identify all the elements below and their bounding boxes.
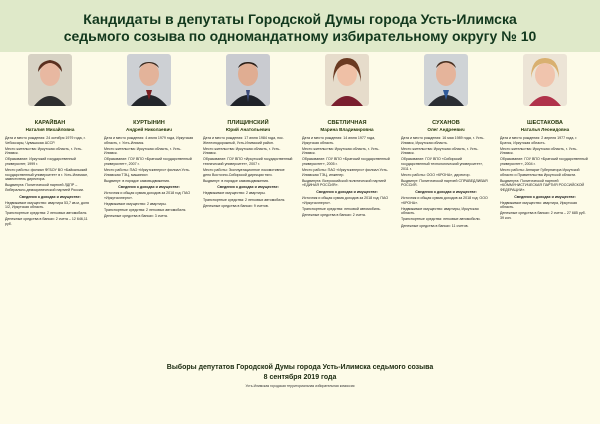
bio-line: Место жительства: Иркутская область, г. Усть-Илимск. [500,146,578,156]
bio-line: Денежные средства в банках: 2 счета – 27 685 руб. 39 коп. [500,211,586,220]
candidate-surname: КУРТЫНИН [133,120,165,126]
bio-line: Выдвинута: Политической партией ЛДПР – Либерально-демократической партией России. [5,183,84,192]
candidate-surname: КАРАЙВАН [34,120,66,126]
income-section-title: Сведения о доходах и имуществе: [19,194,81,199]
bio-line: Дата и место рождения: 16 мая 1989 года, г. Усть-Илимск, Иркутская область. [401,136,485,145]
income-section-title: Сведения о доходах и имуществе: [118,185,180,190]
candidate-photo [523,54,567,106]
candidate-given-name: Наталия Михайловна [25,127,75,132]
candidate-column [398,52,494,356]
candidate-surname: СУХАНОВ [432,120,460,126]
bio-line: Денежные средства в банках: 2 счета – 12 646,11 руб. [5,217,88,226]
bio-line: Недвижимое имущество: квартира 53,7 кв.м, доля 1/2, Иркутская область. [5,200,89,210]
candidate-photo [424,54,468,106]
bio-line: Дата и место рождения: 24 октября 1979 года, г. Чебоксары, Чувашская АССР. [5,136,86,145]
income-section-title: Сведения о доходах и имуществе: [514,194,576,199]
candidate-bio [302,136,392,219]
bio-line: Недвижимое имущество: 2 квартиры. [203,191,266,196]
bio-line: Выдвинута: Политической партией «КОММУНИСТИЧЕСКАЯ ПАРТИЯ РОССИЙСКОЙ ФЕДЕРАЦИИ». [500,178,585,192]
bio-line: Место работы: ПАО «Иркутскэнерго» филиал Усть-Илимская ТЭЦ, инженер. [302,168,389,177]
income-section-title: Сведения о доходах и имуществе: [217,185,279,190]
candidate-bio [104,136,194,220]
bio-line: Выдвинута: Всероссийской политической партией «ЕДИНАЯ РОССИЯ». [302,178,387,188]
candidate-bio [500,136,590,222]
bio-line: Недвижимое имущество: квартира, Иркутская область. [500,200,577,210]
bio-line: Образование: ГОУ ВПО «Сибирский государственный технологический университет», 2011 г. [401,157,484,171]
bio-line: Дата и место рождения: 4 июля 1979 года, Иркутская область, г. Усть-Илимск. [104,136,194,145]
bio-line: Недвижимое имущество: квартиры, Иркутская область. [401,206,479,216]
bio-line: Источник и общая сумма доходов за 2018 год: ПАО «Иркутскэнерго». [104,191,191,201]
candidate-surname: СВЕТЛИЧНАЯ [327,120,367,126]
bio-line: Место работы: филиал ФГБОУ ВО «Байкальский государственный университет» в г. Усть-Илимске, заместитель директора. [5,168,89,182]
bio-line: Недвижимое имущество: 2 квартиры. [104,202,167,207]
bio-line: Образование: Иркутский государственный университет, 1999 г. [5,157,76,166]
bio-line: Транспортные средства: легковой автомобиль. [302,206,381,211]
bio-line: Источник и общая сумма доходов за 2018 год: ООО «КРОНА». [401,196,488,205]
bio-line: Дата и место рождения: 2 апреля 1977 года, г. Братск, Иркутская область. [500,136,578,145]
candidate-bio [203,136,293,210]
income-section-title: Сведения о доходах и имуществе: [316,189,378,194]
candidate-photo [28,54,72,106]
candidate-column [497,52,593,356]
candidate-given-name: Марина Владимировна [320,127,374,132]
candidate-given-name: Наталья Леонидовна [520,127,570,132]
bio-line: Образование: ГОУ ВПО «Братский государственный университет», 2005 г. [302,157,390,166]
bio-line: Место жительства: Иркутская область, г. Усть-Илимск. [203,146,281,156]
candidate-column [2,52,98,356]
footer-commission: Усть-Илимская городская территориальная избирательная комиссия [245,384,355,388]
candidate-surname: ПЛИЩИНСКИЙ [227,120,269,126]
bio-line: Место жительства: Иркутская область, г. Усть-Илимск. [401,146,479,156]
bio-line: Образование: ГОУ ВПО «Братский государственный университет», 2004 г. [500,157,588,166]
bio-line: Место работы: Аппарат Губернатора Иркутской области и Правительства Иркутской области. [500,168,580,177]
bio-line: Транспортные средства: легковые автомобили. [401,217,481,222]
candidate-given-name: Андрей Николаевич [126,127,172,132]
candidate-column [200,52,296,356]
bio-line: Источник и общая сумма доходов за 2018 год: ПАО «Иркутскэнерго». [302,196,389,205]
bio-line: Место жительства: Иркутская область, г. Усть-Илимск. [104,146,182,156]
candidate-surname: ШЕСТАКОВА [527,120,563,126]
bio-line: Место работы: Эксплуатационное локомотивное депо Восточно-Сибирской дирекции тяги. [203,168,285,177]
bio-line: Выдвинут: в порядке самовыдвижения. [104,178,170,183]
bio-line: Транспортные средства: 2 легковых автомобиля. [104,208,187,213]
poster-title-line2: седьмого созыва по одномандатному избирательному округу № 10 [63,28,537,44]
bio-line: Денежные средства в банках: 3 счета. [104,214,168,219]
bio-line: Выдвинут: Политической партией СПРАВЕДЛИВАЯ РОССИЯ. [401,178,488,188]
candidate-photo [325,54,369,106]
bio-line: Выдвинут: в порядке самовыдвижения. [203,178,269,183]
bio-line: Денежные средства в банках: 11 счетов. [401,223,469,228]
bio-line: Место жительства: Иркутская область, г. Усть-Илимск. [5,146,83,156]
bio-line: Денежные средства в банках: 2 счета. [302,212,366,217]
candidate-photo [127,54,171,106]
poster-title-line1: Кандидаты в депутаты Городской Думы города Усть-Илимска [83,11,517,27]
bio-line: Место работы: ПАО «Иркутскэнерго» филиал Усть-Илимская ТЭЦ, машинист. [104,168,191,177]
footer-election-date: 8 сентября 2019 года [263,374,337,381]
bio-line: Дата и место рождения: 17 июня 1984 года, пос. Железнодорожный, Усть-Илимский район. [203,136,284,145]
candidate-given-name: Олег Андреевич [427,127,465,132]
bio-line: Денежные средства в банках: 9 счетов. [203,203,269,208]
bio-line: Транспортные средства: 2 легковых автомобиля. [5,211,88,216]
candidate-bio [401,136,491,230]
bio-line: Образование: ГОУ ВПО «Братский государственный университет», 2007 г. [104,157,192,166]
candidate-given-name: Юрий Анатольевич [225,127,271,132]
income-section-title: Сведения о доходах и имуществе: [415,189,477,194]
bio-line: Транспортные средства: 2 легковых автомобиля. [203,197,286,202]
candidate-column [101,52,197,356]
bio-line: Место работы: ООО «КРОНА», директор. [401,172,471,177]
bio-line: Место жительства: Иркутская область, г. Усть-Илимск. [302,146,380,156]
candidate-bio [5,136,95,228]
bio-line: Дата и место рождения: 14 июня 1977 года, Иркутская область. [302,136,376,145]
candidate-column [299,52,395,356]
candidate-photo [226,54,270,106]
bio-line: Образование: ГОУ ВПО «Иркутский государственный технический университет», 2007 г. [203,157,293,166]
footer-election-title: Выборы депутатов Городской Думы города Усть-Илимска седьмого созыва [166,364,434,371]
